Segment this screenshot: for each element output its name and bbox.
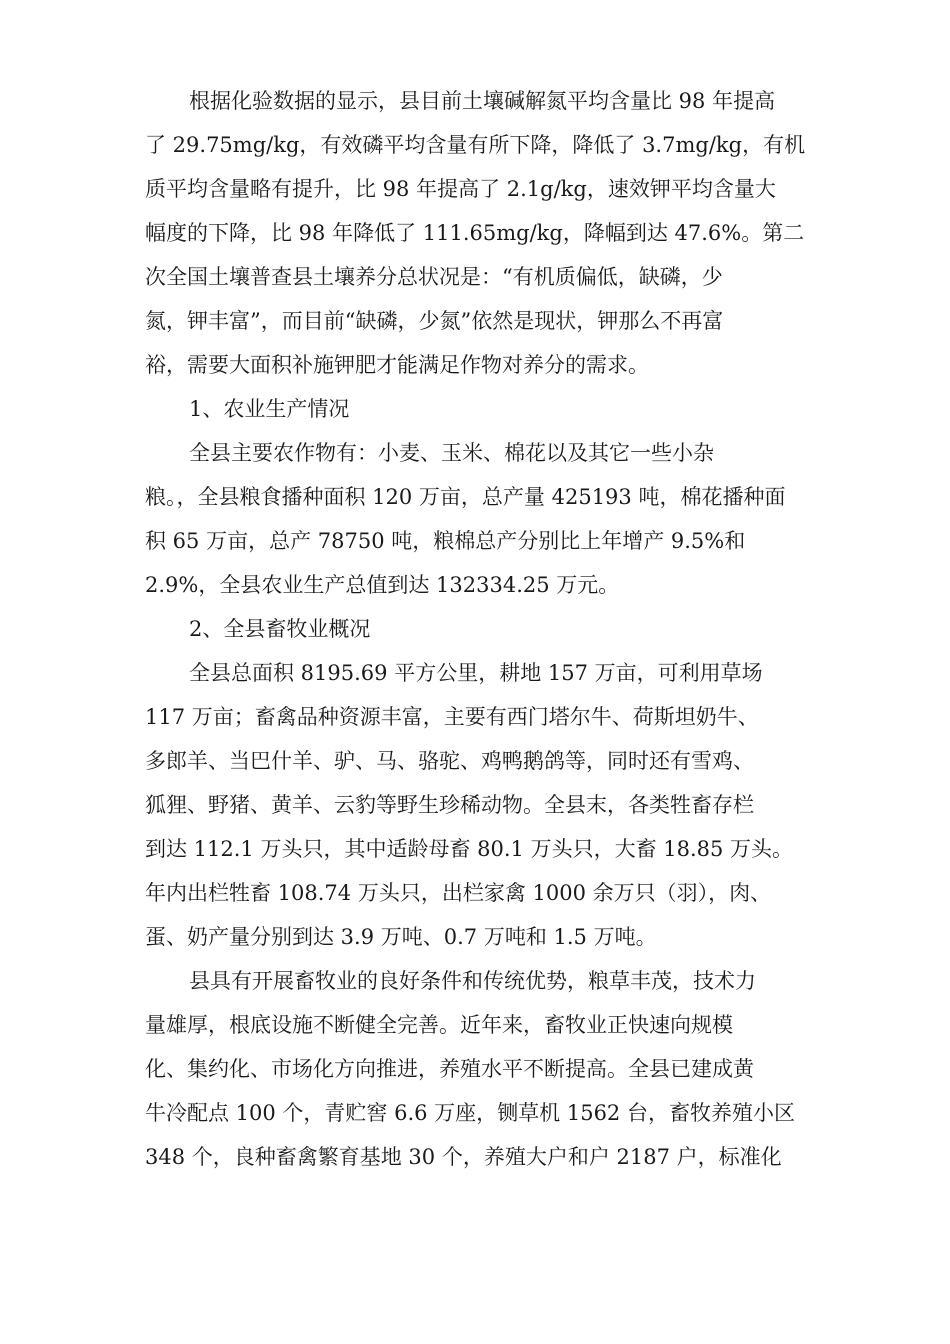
text-line: 积 65 万亩，总产 78750 吨，粮棉总产分别比上年增产 9.5%和 <box>145 529 746 553</box>
section-heading: 1、农业生产情况 <box>189 397 350 421</box>
text-line: 粮。，全县粮食播种面积 120 万亩，总产量 425193 吨，棉花播种面 <box>145 485 786 509</box>
text-line: 蛋、奶产量分别到达 3.9 万吨、0.7 万吨和 1.5 万吨。 <box>145 925 657 949</box>
text-line: 裕，需要大面积补施钾肥才能满足作物对养分的需求。 <box>145 353 649 377</box>
text-line: 狐狸、野猪、黄羊、云豹等野生珍稀动物。全县末，各类牲畜存栏 <box>145 793 754 817</box>
text-line: 次全国土壤普查县土壤养分总状况是：“有机质偏低，缺磷，少 <box>145 265 723 289</box>
text-line: 氮，钾丰富”，而目前“缺磷，少氮”依然是现状，钾那么不再富 <box>145 309 724 333</box>
text-line: 牛冷配点 100 个，青贮窖 6.6 万座，铡草机 1562 台，畜牧养殖小区 <box>145 1101 795 1125</box>
text-line: 全县总面积 8195.69 平方公里，耕地 157 万亩，可利用草场 <box>189 661 763 685</box>
text-line: 2.9%，全县农业生产总值到达 132334.25 万元。 <box>145 573 620 597</box>
text-line: 县具有开展畜牧业的良好条件和传统优势，粮草丰茂，技术力 <box>189 969 756 993</box>
text-line: 了 29.75mg/kg，有效磷平均含量有所下降，降低了 3.7mg/kg，有机 <box>145 133 806 157</box>
text-line: 幅度的下降，比 98 年降低了 111.65mg/kg，降幅到达 47.6%。第二 <box>145 221 805 245</box>
text-line: 质平均含量略有提升，比 98 年提高了 2.1g/kg，速效钾平均含量大 <box>145 177 776 201</box>
text-line: 量雄厚，根底设施不断健全完善。近年来，畜牧业正快速向规模 <box>145 1013 733 1037</box>
section-heading: 2、全县畜牧业概况 <box>189 617 371 641</box>
text-line: 多郎羊、当巴什羊、驴、马、骆驼、鸡鸭鹅鸽等，同时还有雪鸡、 <box>145 749 754 773</box>
text-line: 117 万亩；畜禽品种资源丰富，主要有西门塔尔牛、荷斯坦奶牛、 <box>145 705 759 729</box>
text-line: 到达 112.1 万头只，其中适龄母畜 80.1 万头只，大畜 18.85 万头。 <box>145 837 794 861</box>
text-line: 348 个，良种畜禽繁育基地 30 个，养殖大户和户 2187 户，标准化 <box>145 1145 782 1169</box>
text-line: 根据化验数据的显示，县目前土壤碱解氮平均含量比 98 年提高 <box>189 89 776 113</box>
text-line: 化、集约化、市场化方向推进，养殖水平不断提高。全县已建成黄 <box>145 1057 754 1081</box>
text-line: 全县主要农作物有：小麦、玉米、棉花以及其它一些小杂 <box>189 441 714 465</box>
text-line: 年内出栏牲畜 108.74 万头只，出栏家禽 1000 余万只（羽），肉、 <box>145 881 772 905</box>
